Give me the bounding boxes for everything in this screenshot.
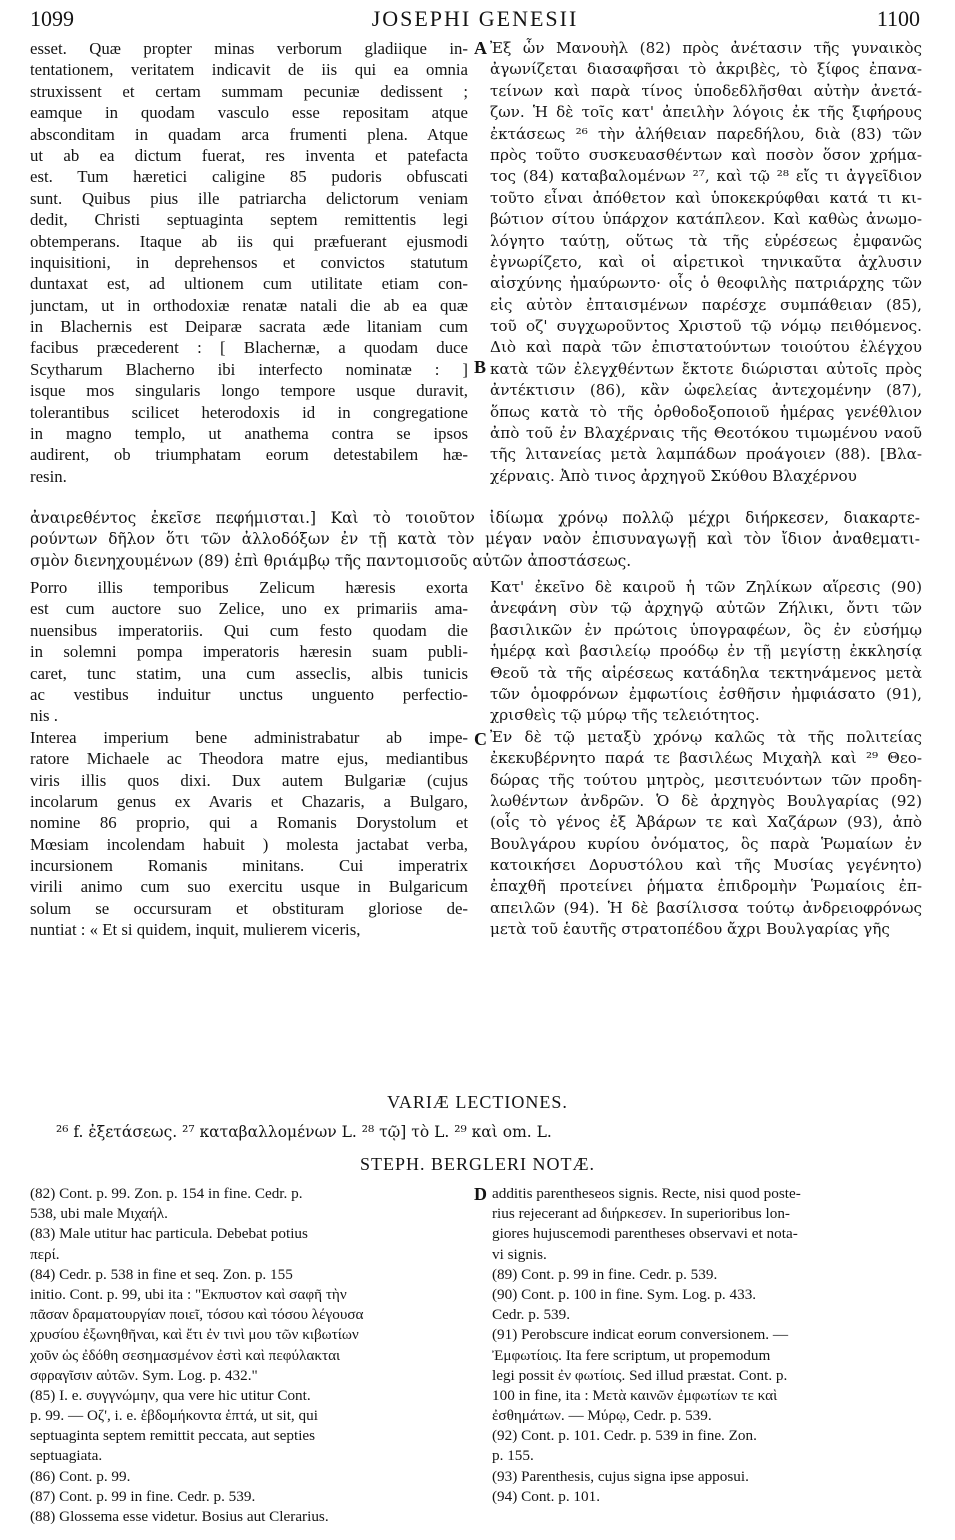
- note-line: septuaginta septem remittit peccata, aut septies: [30, 1427, 316, 1445]
- greek-line: απειλῶν (94). Ἡ δὲ βασίλισσα τούτῳ ἀνδρειοφρόνως: [490, 898, 922, 917]
- latin-line: facibus præcederent : [ Blachernæ, a quodam duce: [30, 338, 468, 358]
- latin-line: viris illis quos dixi. Dux autem Bulgariæ (cujus: [30, 770, 468, 790]
- note-line: additis parentheseos signis. Recte, nisi quod poste-: [492, 1185, 801, 1202]
- note-line: Ἐμφωτίοις. Ita fere scriptum, ut propemodum: [492, 1346, 771, 1364]
- note-line: (83) Male utitur hac particula. Debebat potius: [30, 1225, 308, 1243]
- variae-heading: VARIÆ LECTIONES.: [387, 1092, 568, 1112]
- greek-line: κατοικήσει Δορυστόλου καὶ τῆς Μυσίας γεγένητο): [490, 856, 922, 875]
- note-line: rius rejecerant ad διήρκεσεν. In superioribus lon-: [492, 1205, 790, 1223]
- latin-column-middle: [30, 577, 468, 947]
- latin-line: junctam, ut in orthodoxiæ renatæ natali die ab ea quæ: [30, 295, 468, 315]
- latin-line: ac vestibus induitur unctus unguento perfectio-: [30, 684, 468, 704]
- greek-line: ἀγωνίζεται διασαφῆσαι τὸ ἀκριβὲς, τὸ ξίφος ἐπανα-: [490, 60, 922, 79]
- latin-line: in solemni pompa imperatoris hæresin suam publi-: [30, 642, 468, 662]
- greek-line: Βουλγάρου κυρίου ὀνόματος, ὃς παρὰ Ῥωμαίων ἐν: [490, 834, 922, 853]
- greek-line: ἡμέρᾳ καὶ βασιλείῳ προόδῳ ἐν τῇ μεγίστῃ ἐκκλησίᾳ: [490, 642, 922, 661]
- note-line: (91) Perobscure indicat eorum conversionem. —: [492, 1326, 789, 1344]
- greek-line: Ἐν δὲ τῷ μεταξὺ χρόνῳ καλῶς τὰ τῆς πολιτείας: [490, 727, 922, 746]
- latin-line: solum se occursuram et obstituram gloriose de-: [30, 898, 468, 918]
- greek-line: ἐκτάσεως ²⁶ τὴν ἀλήθειαν παρεδήλου, διὰ (83) τῶν: [490, 124, 922, 143]
- note-line: (82) Cont. p. 99. Zon. p. 154 in fine. Cedr. p.: [30, 1185, 303, 1202]
- section-marker-c: C: [474, 729, 487, 749]
- note-line: vi signis.: [492, 1245, 547, 1263]
- note-line: 538, ubi male Μιχαήλ.: [30, 1205, 168, 1223]
- greek-line: χέρναις. Ἀπὸ τινος ἀρχηγοῦ Σκύθου Βλαχέρνου: [490, 466, 857, 485]
- note-line: initio. Cont. p. 99, ubi ita : "Εκπυστον καὶ σαφῆ τὴν: [30, 1285, 347, 1303]
- latin-line: resin.: [30, 466, 67, 486]
- greek-line: τῆς λιτανείας μετὰ λαμπάδων προάγοιεν (88). [Βλα-: [490, 445, 922, 464]
- latin-line: Scytharum Blacherno ibi interfecto nominatæ : ]: [30, 359, 468, 379]
- note-line: (93) Parenthesis, cujus signa ipse apposui.: [492, 1467, 749, 1485]
- latin-line: nuensibus imperatoriis. Qui cum festo quodam die: [30, 620, 468, 640]
- greek-line: πρὸς τοῦτο συσκευασθέντων καὶ ποσὸν ὅσον χρήμα-: [490, 145, 922, 164]
- greek-line: μετὰ τοῦ ἑαυτῆς στρατοπέδου ἄχρι Βουλγαρίας γῆς: [490, 920, 890, 939]
- note-line: septuagiata.: [30, 1447, 103, 1465]
- greek-line: λόγητο ταύτῃ, οὕτως τὰ τῆς εὑρέσεως ἐμφανῶς: [490, 231, 922, 250]
- greek-line: Ἐξ ὧν Μανουὴλ (82) πρὸς ἀνέτασιν τῆς γυναικὸς: [490, 39, 922, 57]
- note-line: (92) Cont. p. 101. Cedr. p. 539 in fine. Zon.: [492, 1427, 757, 1445]
- right-page-number: 1100: [876, 6, 920, 31]
- latin-line: inquisitioni, in deprehensos et convictos statutum: [30, 252, 468, 272]
- latin-line: incursionem Romanis minitans. Cui imperatrix: [30, 856, 468, 876]
- greek-column-top: [490, 38, 922, 498]
- latin-line: sunt. Quibus pius ille patriarcha delictorum veniam: [30, 188, 468, 208]
- note-line: (89) Cont. p. 99 in fine. Cedr. p. 539.: [492, 1265, 718, 1283]
- latin-line: in Blachernis est Deiparæ sacrata æde litaniam cum: [30, 317, 468, 337]
- note-line: 100 in fine, ita : Μετὰ καινῶν ἐμφωτίων τε καὶ: [492, 1386, 778, 1404]
- note-line: (84) Cedr. p. 538 in fine et seq. Zon. p. 155: [30, 1265, 293, 1283]
- greek-full-line: ρούντων δῆλον ὅτι τῶν ἀλλοδόξων ἐν τῇ κατὰ τὸν μέγαν ναὸν ἐπισυναγωγῇ καὶ τὸν ἴδιον ἀναθεματι-: [30, 530, 920, 549]
- note-line: giores hujuscemodi parentheses observavi et nota-: [492, 1225, 798, 1243]
- latin-line: tentationem, veritatem indicavit de iis qui ea omnia: [30, 60, 468, 80]
- note-line: (87) Cont. p. 99 in fine. Cedr. p. 539.: [30, 1487, 256, 1505]
- latin-line: audirent, ob triumphatam eorum detestabilem hæ-: [30, 445, 468, 465]
- latin-line: absconditam in quadam arca frumenti plena. Atque: [30, 124, 468, 144]
- note-line: (86) Cont. p. 99.: [30, 1467, 131, 1485]
- note-line: σφραγῖσιν αὐτῶν. Sym. Log. p. 432.": [30, 1366, 258, 1384]
- latin-column-top: [30, 38, 468, 498]
- latin-line: virili animo cum suo exercitu usque in Bulgaricum: [30, 877, 468, 897]
- latin-line: struxissent et certam summam pecuniæ dedissent ;: [30, 81, 468, 101]
- greek-line: Κατ' ἐκεῖνο δὲ καιροῦ ἡ τῶν Ζηλίκων αἵρεσις (90): [490, 578, 922, 596]
- latin-line: ratore Michaele ac Theodora matre ejus, mediantibus: [30, 749, 468, 769]
- note-line: περί.: [30, 1245, 60, 1263]
- note-line: (88) Glossema esse videtur. Bosius aut Clerarius.: [30, 1508, 329, 1525]
- greek-line: τῶν ὁμοφρόνων ἐμφωτίοις ἐσθῆσιν ἠμφιάσατο (91),: [490, 684, 922, 703]
- latin-line: caret, tunc statim, una cum asseclis, albis tunicis: [30, 663, 468, 683]
- latin-line: eamque in quodam vasculo esse repositam atque: [30, 103, 468, 123]
- latin-line: est. Tum hæretici caligine 85 pudoris obfuscati: [30, 167, 468, 187]
- latin-line: incolarum genus ex Avaris et Chazaris, a Bulgaro,: [30, 791, 468, 811]
- note-line: p. 99. — Οζ', i. e. ἑβδομήκοντα ἑπτά, ut sit, qui: [30, 1407, 318, 1425]
- greek-line: κατὰ τῶν ἐλεγχθέντων ἔκτοτε διώρισται αὐτοῖς πρὸς: [490, 359, 922, 378]
- latin-line: Interea imperium bene administrabatur ab impe-: [30, 727, 468, 747]
- notes-left-column: [30, 1184, 468, 1527]
- latin-line: ut ab ea dictum fuerat, res inventa et patefacta: [30, 145, 468, 165]
- greek-line: ἐκεκυβέρνητο παρά τε βασιλέως Μιχαὴλ καὶ ²⁹ Θεο-: [490, 749, 922, 768]
- running-head: [30, 6, 920, 38]
- greek-line: βασιλικῶν ἐν πρώτοις ὑπογραφέων, ὃς ἐν εὐσήμῳ: [490, 620, 922, 639]
- greek-line: δώρας τῆς τούτου μητρὸς, μεσιτευόντων τῶν προδη-: [490, 770, 922, 789]
- latin-line: in magno templo, ut anathema contra se ipsos: [30, 424, 468, 444]
- greek-line: ἀντέκτισιν (86), κἂν ὠφελείας ἀντεχομένην (87),: [490, 381, 922, 400]
- greek-line: αἰσχύνης ἠμαύρωντο· οἷς ὁ θεοφιλὴς πατριάρχης τῶν: [490, 274, 922, 293]
- greek-line: ἀπὸ τοῦ ἐν Βλαχέρναις τῆς Θεοτόκου τιμωμένου ναοῦ: [490, 424, 922, 443]
- latin-line: esset. Quæ propter minas verborum gladiique in-: [30, 39, 468, 58]
- greek-line: τοῦτο εἶναι ἀπόθετον καὶ ὑποκεκρύφθαι κατά τι κι-: [490, 188, 922, 207]
- greek-line: χρισθεὶς τῷ μύρῳ τῆς τελειότητος.: [490, 706, 760, 725]
- variae-lectiones: ²⁶ f. ἐξετάσεως. ²⁷ καταβαλλομένων L. ²⁸ τῷ] τὸ L. ²⁹ καὶ om. L.: [56, 1123, 552, 1141]
- greek-line: τείνων καὶ παρὰ τίνος ὑποδεδλῆσθαι αὐτὴν ἀνετά-: [490, 81, 922, 100]
- greek-full-line: σμὸν διενηχουμένων (89) ἐπὶ θριάμβῳ τῆς παντομισοῦς αὐτῶν ἀποστάσεως.: [30, 551, 632, 570]
- latin-line: duntaxat est, ad ultionem cum utilitate etiam con-: [30, 274, 468, 294]
- note-line: Cedr. p. 539.: [492, 1306, 571, 1324]
- greek-line: (οἷς τὸ γένος ἐξ Ἀβάρων τε καὶ Χαζάρων (93), ἀπὸ: [490, 813, 922, 832]
- latin-line: obtemperans. Itaque ab iis qui præfuerant ejusmodi: [30, 231, 468, 251]
- left-page-number: 1099: [30, 6, 74, 31]
- note-line: legi possit ἐν φωτίοις. Sed illud præstat. Cont. p.: [492, 1366, 788, 1384]
- latin-line: dedit, Christi septuaginta septem remittentis legi: [30, 210, 468, 230]
- greek-line: ἐπαχθῆ προτείνει ῥήματα ἐπιδρομὴν Ῥωμαίοις ἐπ-: [490, 877, 922, 896]
- greek-line: τοῦ οζ' συγχωροῦντος Χριστοῦ τῷ νόμῳ πειθόμενος.: [490, 317, 922, 336]
- greek-line: βώτιον σίτου ὑπάρχον κατάπλεον. Καὶ καθὼς ἀνωμο-: [490, 210, 922, 229]
- greek-line: ἀνεφάνη σὺν τῷ ἀρχηγῷ αὐτῶν Ζήλικι, ὄντι τῶν: [490, 599, 922, 618]
- note-line: πᾶσαν δραματουργίαν ποιεῖ, τόσου καὶ τόσου λέγουσα: [30, 1306, 364, 1324]
- greek-line: ἐγνωρίζετο, καὶ οἱ αἱρετικοὶ τηνικαῦτα ἀχλυσιν: [490, 252, 922, 271]
- section-marker-a: A: [474, 38, 487, 58]
- latin-line: nis .: [30, 706, 58, 726]
- note-line: χρυσίου ἐξωνηθῆναι, καὶ ἔτι ἐν τινὶ μου τῶν κιβωτίων: [30, 1326, 359, 1344]
- greek-column-middle: [490, 577, 922, 947]
- latin-line: nomine 86 proprio, qui a Romanis Dorystolum et: [30, 813, 468, 833]
- latin-line: nuntiat : « Et si quidem, inquit, mulierem viceris,: [30, 920, 361, 940]
- greek-line: Διὸ καὶ παρὰ τῶν ἐπιστατούντων τοιούτου ἐλέγχου: [490, 338, 922, 357]
- running-title: JOSEPHI GENESII: [371, 6, 579, 31]
- latin-line: est cum auctore suo Zelice, uno ex primariis ama-: [30, 599, 468, 619]
- note-line: p. 155.: [492, 1447, 534, 1465]
- greek-full-line: ἀναιρεθέντος ἐκεῖσε πεφήμισται.] Καὶ τὸ τοιοῦτον ἰδίωμα χρόνῳ πολλῷ μέχρι διήρκεσεν, διακαρτε-: [30, 509, 920, 527]
- section-marker-b: B: [474, 357, 487, 377]
- note-line: ἐσθημάτων. — Μύρῳ, Cedr. p. 539.: [492, 1407, 712, 1425]
- note-line: χοῦν ὡς ἐδόθη σεσημασμένον ἐστὶ καὶ πεφύλακται: [30, 1346, 341, 1364]
- greek-line: Θεοῦ τὰ τῆς αἱρέσεως κατάδηλα τεκτηνάμενος μετὰ: [490, 663, 922, 682]
- greek-line: εἰς αὐτὸν ἐπταισμένων παρέσχε συμπάθειαν (85),: [490, 295, 922, 314]
- notes-heading: STEPH. BERGLERI NOTÆ.: [359, 1154, 595, 1174]
- greek-line: ζων. Ἡ δὲ τοῖς κατ' ἀπειλὴν λόγοις ἐκ τῆς ξιφήρους: [490, 103, 922, 122]
- greek-full-width: [30, 508, 920, 572]
- greek-line: τος (84) καταβαλομένων ²⁷, καὶ τῷ ²⁸ εἴς τι ἀγγεῖδιον: [490, 167, 922, 186]
- note-line: (90) Cont. p. 100 in fine. Sym. Log. p. 433.: [492, 1285, 757, 1303]
- note-line: (85) I. e. συγγνώμην, qua vere hic utitur Cont.: [30, 1386, 311, 1404]
- note-line: (94) Cont. p. 101.: [492, 1487, 600, 1505]
- greek-line: ὅπως κατὰ τὸ τῆς ὀρθοδοξοποιοῦ ἡμέρας γενέθλιον: [490, 402, 922, 421]
- greek-line: λωθέντων ἀνδρῶν. Ὁ δὲ ἀρχηγὸς Βουλγαρίας (92): [490, 791, 922, 810]
- notes-right-column: [492, 1184, 922, 1507]
- latin-line: Porro illis temporibus Zelicum hæresis exorta: [30, 578, 468, 597]
- section-marker-d: D: [474, 1184, 487, 1204]
- latin-line: Mœsiam incolendam habuit ) molesta jactabat verba,: [30, 834, 468, 854]
- latin-line: tolerantibus scilicet heterodoxis id in congregatione: [30, 402, 468, 422]
- latin-line: isque mos singularis longo tempore usque duravit,: [30, 381, 468, 401]
